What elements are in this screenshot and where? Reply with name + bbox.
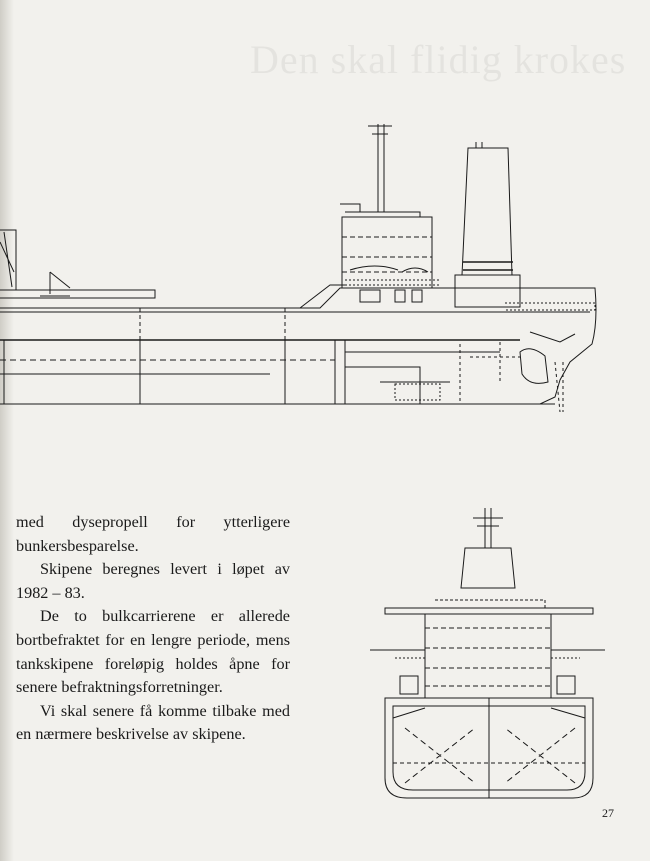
ship-cross-section-drawing [365, 508, 615, 806]
paragraph-1: med dysepropell for ytterligere bunkersbesparelse. [16, 513, 290, 555]
paragraph-2: Skipene beregnes levert i løpet av 1982 – 83. [16, 560, 290, 602]
paragraph-3: De to bulkcarrierene er allerede bortbefraktet for en lengre periode, mens tankskipene foreløpig holdes åpne for senere befraktningsforretninger. [16, 607, 290, 697]
ship-side-elevation-drawing [0, 112, 650, 424]
page-number: 27 [602, 806, 614, 820]
show-through-heading: Den skal flidig krokes [250, 37, 627, 82]
article-body [16, 511, 290, 747]
paragraph-4: Vi skal senere få komme tilbake med en nærmere beskrivelse av skipene. [16, 701, 290, 744]
